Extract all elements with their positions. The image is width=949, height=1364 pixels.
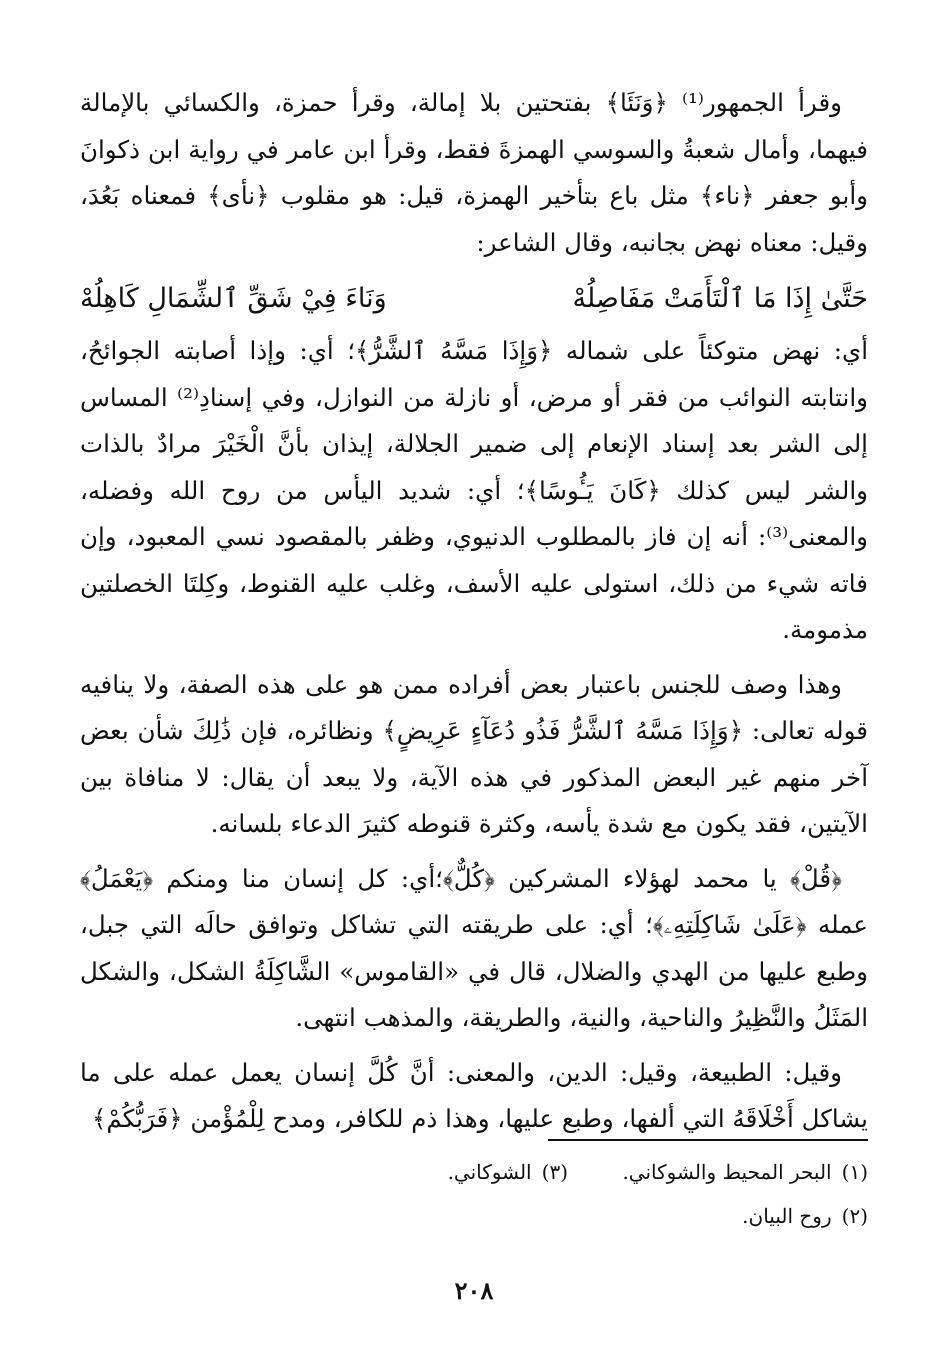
footnote-number: (٣) (541, 1160, 568, 1184)
footnote-number: (١) (841, 1160, 868, 1184)
paragraph-explanation: أي: نهض متوكئاً على شماله ﴿وَإِذَا مَسَّهُ ٱلشَّرُّ﴾؛ أي: وإذا أصابته الجوائحُ، وانتابته النوائب من فقر أو مرض، أو نازلة من النوازل، وفي إسنادِ⁽²⁾ المساس إلى الشر بعد إسناد الإنعام إلى ضمير الجلالة، إيذان بأنَّ الْخَيْرَ مرادٌ بالذات والشر ليس كذلك ﴿كَانَ يَـُٔوسًا﴾؛ أي: شديد اليأس من روح الله وفضله، والمعنى⁽³⁾: أنه إن فاز بالمطلوب الدنيوي، وظفر بالمقصود نسي المعبود، وإن فاته شيء من ذلك، استولى عليه الأسف، وغلب عليه القنوط، وكِلتَا الخصلتين مذمومة. (80, 336, 868, 644)
verse-first-hemistich: حَتَّىٰ إِذَا مَا ٱلْتَأَمَتْ مَفَاصِلُهْ (572, 283, 868, 314)
footnote-item (568, 1200, 868, 1232)
poetry-verse (80, 274, 868, 324)
book-page (80, 80, 868, 1330)
footnote-divider (548, 1139, 868, 1141)
paragraph-readings: وقرأ الجمهور⁽¹⁾ ﴿وَنَئَا﴾ بفتحتين بلا إمالة، وقرأ حمزة، والكسائي بالإمالة فيهما، وأمال شعبةُ والسوسي الهمزةَ فقط، وقرأ ابن عامر في رواية ابن ذكوانَ وأبو جعفر ﴿ناء﴾ مثل باع بتأخير الهمزة، قيل: هو مقلوب ﴿نأى﴾ فمعناه بَعُدَ، وقيل: معناه نهض بجانبه، وقال الشاعر: (80, 88, 868, 257)
paragraph-nature: وقيل: الطبيعة، وقيل: الدين، والمعنى: أنَّ كُلَّ إنسان يعمل عمله على ما يشاكل أَخْلَاقَهُ التي ألفها، وطبع عليها، وهذا ذم للكافر، ومدح لِلْمُؤْمن ﴿فَرَبُّكُمْ﴾ (80, 1057, 868, 1133)
footnote-row (80, 1156, 868, 1188)
footnote-text: البحر المحيط والشوكاني. (622, 1160, 832, 1184)
paragraph-qul: ﴿قُلْ﴾ يا محمد لهؤلاء المشركين ﴿كُلٌّ﴾؛أي: كل إنسان منا ومنكم ﴿يَعْمَلُ﴾ عمله ﴿عَلَىٰ شَاكِلَتِهِۦ﴾؛ أي: على طريقته التي تشاكل وتوافق حالَه التي جبل، وطبع عليها من الهدي والضلال، قال في «القاموس» الشَّاكِلَةُ الشكل، والشكل المَثَلُ والنَّظِيرُ والناحية، والنية، والطريقة، والمذهب انتهى. (80, 863, 868, 1032)
footnote-row (80, 1200, 868, 1232)
footnote-text: روح البيان. (742, 1204, 832, 1228)
footnote-number: (٢) (841, 1204, 868, 1228)
footnote-text: الشوكاني. (447, 1160, 532, 1184)
footnotes (80, 1156, 868, 1244)
footnote-item (568, 1156, 868, 1188)
verse-second-hemistich: وَنَاءَ فِيْ شَقِّ ٱلشِّمَالِ كَاهِلُهْ (80, 283, 387, 314)
page-number: ٢٠٨ (454, 1276, 494, 1305)
paragraph-genus-description: وهذا وصف للجنس باعتبار بعض أفراده ممن هو على هذه الصفة، ولا ينافيه قوله تعالى: ﴿وَإِذَا مَسَّهُ ٱلشَّرُّ فَذُو دُعَآءٍ عَرِيضٍ﴾ ونظائره، فإن ذَٰلِكَ شأن بعض آخر منهم غير البعض المذكور في هذه الآية، ولا يبعد أن يقال: لا منافاة بين الآيتين، فقد يكون مع شدة يأسه، وكثرة قنوطه كثيرَ الدعاء بلسانه. (80, 669, 868, 838)
footnote-item (268, 1156, 568, 1188)
